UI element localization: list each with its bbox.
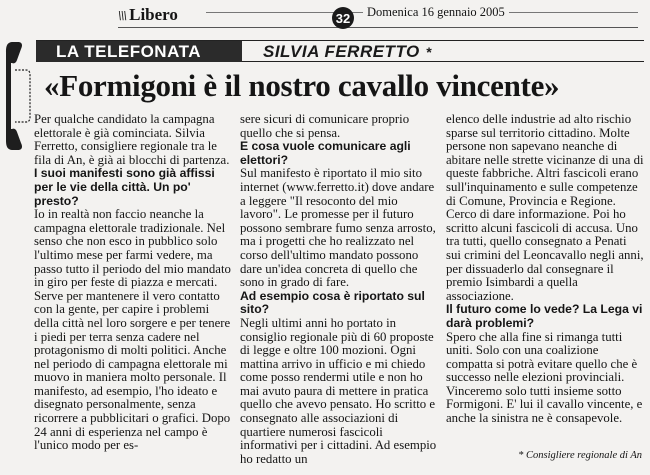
issue-date: Domenica 16 gennaio 2005: [363, 5, 509, 20]
article-column-2: [240, 113, 438, 466]
interview-question-2: E cosa vuole comunicare agli elettori?: [240, 139, 411, 167]
article-column-3: [446, 113, 644, 426]
section-rubric: LA TELEFONATA: [36, 41, 242, 62]
logo-mark: \\\: [118, 8, 127, 22]
author-footnote: * Consigliere regionale di An: [518, 450, 642, 461]
telephone-handset-icon: [4, 40, 32, 152]
section-header: [36, 40, 644, 62]
article-headline: «Formigoni è il nostro cavallo vincente»: [44, 68, 560, 103]
answer-paragraph-2: Sul manifesto è riportato il mio sito internet (www.ferretto.it) dove andare a leggere "Il resoconto del mio lavoro". Le promesse per il futuro possono sembrare fumo senza arrosto, ma i progetti che ho realizzato nel corso dell'ultimo mandato possono dare un'idea concreta di quello che sono in grado di fare.: [240, 166, 436, 290]
interview-question-4: Il futuro come lo vede? La Lega vi darà problemi?: [446, 302, 643, 330]
answer-paragraph-3-continued: elenco delle industrie ad alto rischio sparse sul territorio cittadino. Molte persone non sapevano neanche di abitare nelle strette vicinanze di una di queste fabbriche. Altri fascicoli erano sull'inquinamento e sulle competenze di Comune, Provincia e Regione. Cerco di dare informazione. Poi ho scritto alcuni fascicoli di accusa. Uno tra tutti, quello consegnato a Penati sui crimini del Leoncavallo negli anni, per dissuaderlo dal consegnare il premio Isimbardi a quella associazione.: [446, 112, 644, 303]
author-name: SILVIA FERRETTO: [263, 42, 420, 61]
article-column-1: [34, 113, 232, 453]
masthead: [118, 2, 638, 28]
page-number-badge: 32: [332, 7, 354, 29]
answer-paragraph-4: Spero che alla fine si rimanga tutti uniti. Solo con una coalizione compatta si potrà evitare quello che è successo nelle elezioni provinciali. Vinceremo solo tutti insieme sotto Formigoni. E' lui il cavallo vincente, e anche la sinistra ne è consapevole.: [446, 329, 643, 426]
answer-continuation: sere sicuri di comunicare proprio quello che si pensa.: [240, 112, 410, 140]
interview-question-3: Ad esempio cosa è riportato sul sito?: [240, 288, 425, 317]
intro-paragraph: Per qualche candidato la campagna elettorale è già cominciata. Silvia Ferretto, consigliere regionale tra le fila di An, è già ai blocchi di partenza.: [34, 112, 230, 167]
newspaper-logo: [118, 4, 178, 26]
logo-name: Libero: [129, 5, 178, 24]
author-byline: [263, 42, 432, 62]
answer-paragraph-3: Negli ultimi anni ho portato in consiglio regionale più di 60 proposte di legge e oltre 100 mozioni. Ogni mattina arrivo in ufficio e mi chiedo come posso rendermi utile e non ho mai avuto paura di mettere in pratica quello che avevo pensato. Ho scritto e consegnato alle associazioni di quartiere numerosi fascicoli informativi per i cittadini. Ad esempio ho redatto un: [240, 315, 437, 466]
author-footnote-mark: *: [425, 44, 432, 60]
answer-paragraph-1: Io in realtà non faccio neanche la campagna elettorale tradizionale. Nel senso che non esco in pubblico solo l'ultimo mese per farmi vedere, ma passo tutto il periodo del mio mandato in giro per feste di piazza e mercati. Serve per mantenere il vero contatto con la gente, per capire i problemi della città nel loro sorgere e per tenere i piedi per terra senza cadere nel protagonismo di molti politici. Anche nel periodo di campagna elettorale mi muovo in maniera molto personale. Il manifesto, ad esempio, l'ho ideato e disegnato personalmente, senza ricorrere a pubblicitari o grafici. Dopo 24 anni di esperienza nel campo è l'unico modo per es-: [34, 207, 231, 453]
interview-question-1: I suoi manifesti sono già affissi per le vie della città. Un po' presto?: [34, 166, 215, 208]
